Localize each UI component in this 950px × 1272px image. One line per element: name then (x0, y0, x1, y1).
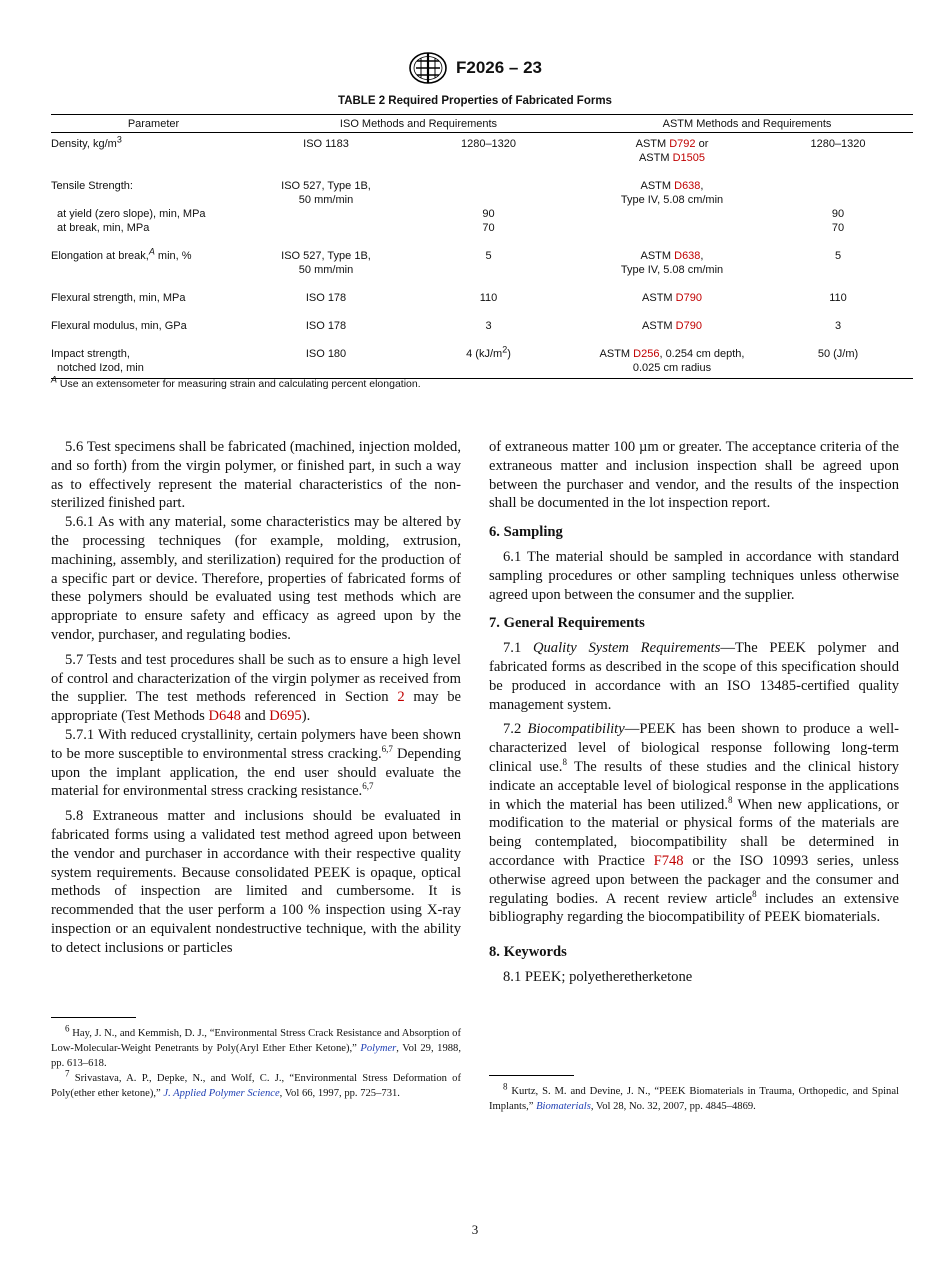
table-header-row (51, 115, 913, 133)
section-5-7: 5.7 Tests and test procedures shall be such as to ensure a high level of control and characterization of the virgin polymer as received from the supplier. The test methods referenced in Section 2 may be appropriate (Test Methods D648 and D695). (51, 651, 461, 725)
section-6-1: 6.1 The material should be sampled in accordance with standard sampling procedures or other sampling techniques unless otherwise agreed upon between the consumer and the supplier. (489, 548, 899, 603)
footnote-rule-right (489, 1075, 574, 1076)
section-5-8-continued: of extraneous matter 100 µm or greater. The acceptance criteria of the extraneous matter and inclusion inspection shall be agreed upon between the purchaser and vendor, and the results of the inspection shall be documented in the lot inspection report. (489, 439, 899, 512)
section-5-7-1: 5.7.1 With reduced crystallinity, certain polymers have been shown to be more susceptible to environmental stress cracking.$^{6,7}$ Depending upon the implant application, the end user should evaluate the material for environmental stress cracking resistance.$^{6,7}$ (51, 726, 461, 800)
section-8-1: 8.1 PEEK; polyetheretherketone (503, 968, 693, 985)
header-parameter: Parameter (51, 115, 256, 133)
table-row: Elongation at break,$^A$ min, % ISO 527, Type 1B, 50 mm/min 5 ASTM D638, Type IV, 5.08 cm/min 5 (51, 245, 842, 276)
link-d695[interactable]: D695 (269, 708, 302, 725)
section-5-8: 5.8 Extraneous matter and inclusions should be evaluated in fabricated forms using a validated test method agreed upon between the vendor and purchaser in accordance with their respective quality system requirements. Because consolidated PEEK is opaque, optical methods of inspection are limited and cumbersome. It is recommended that the user perform a 100 % inspection using X-ray inspection or an equivalent nondestructive technique, with the ability to detect inclusions or particles (51, 808, 461, 956)
section-5-6-1: 5.6.1 As with any material, some characteristics may be altered by the processing techniques (for example, molding, extrusion, machining, assembly, and sterilization) required for the production of a specific part or device. Therefore, properties of fabricated forms of these polymers should be evaluated using test methods which are appropriate to ensure safety and efficacy as agreed upon by the vendor, purchaser, and regulating bodies. (51, 514, 461, 643)
footnotes-right (489, 1081, 899, 1114)
heading-keywords: 8. Keywords (489, 944, 567, 961)
link-d638[interactable]: D638 (674, 179, 701, 192)
heading-sampling: 6. Sampling (489, 524, 563, 541)
table-row: at yield (zero slope), min, MPa 90 90 (57, 207, 845, 220)
section-7-2: 7.2 Biocompatibility—PEEK has been shown to produce a well-characterized level of biological response following long-term clinical use.$^8$ The results of these studies and the clinical history indicate an acceptable level of biological response in the applications in which the material has been utilized.$^8$ When new applications, or modification to the material or physical forms of the materials are being contemplated, biocompatibility shall be determined in accordance with Practice F748 or the ISO 10993 series, unless otherwise agreed upon between the packager and the consumer and regulating bodies. A recent review article$^8$ includes an extensive bibliography regarding the biocompatibility of PEEK biomaterials. (489, 721, 900, 926)
link-d256[interactable]: D256 (633, 347, 660, 360)
heading-general-requirements: 7. General Requirements (489, 615, 645, 632)
link-d792[interactable]: D792 (669, 137, 696, 150)
link-f748[interactable]: F748 (653, 852, 684, 869)
header-iso: ISO Methods and Requirements (256, 115, 581, 133)
table-row: Density, $kg/m^3$ ISO 1183 1280–1320 ASTM D792 or ASTM D1505 1280–1320 (51, 133, 866, 164)
document-code: F2026 – 23 (455, 58, 542, 77)
link-polymer[interactable]: Polymer (360, 1043, 397, 1054)
table-footnote: $^A$ Use an extensometer for measuring strain and calculating percent elongation. (51, 374, 421, 390)
document-header (0, 52, 950, 84)
right-column (489, 438, 899, 987)
link-d1505[interactable]: D1505 (672, 151, 706, 164)
link-d790[interactable]: D790 (675, 319, 702, 332)
footnote-rule-left (51, 1017, 136, 1018)
footnote-8: $^8$ Kurtz, S. M. and Devine, J. N., “PEEK Biomaterials in Trauma, Orthopedic, and Spinal Implants,” Biomaterials, Vol 28, No. 32, 2007, pp. 4845–4869. (489, 1081, 899, 1112)
link-d790[interactable]: D790 (675, 291, 702, 304)
link-section-2[interactable]: 2 (397, 689, 405, 706)
left-column (51, 438, 461, 958)
section-5-6: 5.6 Test specimens shall be fabricated (machined, injection molded, and so forth) from the virgin polymer, or finished part, in such a way as to effectively represent the material characteristics of the non-sterilized finished part. (51, 439, 461, 512)
link-biomaterials[interactable]: Biomaterials (536, 1101, 591, 1112)
properties-table (51, 114, 913, 379)
table-row: Flexural modulus, min, GPa ISO 178 3 ASTM D790 3 (51, 319, 842, 332)
table-row: Impact strength, notched Izod, min ISO 180 4 $(kJ/m^2)$ ASTM D256, 0.254 cm depth, 0.025 cm radius 50 (J/m) (51, 347, 913, 379)
table-row: Tensile Strength: ISO 527, Type 1B, 50 mm/min ASTM D638, Type IV, 5.08 cm/min (51, 179, 724, 206)
header-astm: ASTM Methods and Requirements (581, 115, 913, 133)
section-7-1: 7.1 Quality System Requirements—The PEEK polymer and fabricated forms as described in the scope of this specification should be produced in accordance with an ISO 13485-certified quality management system. (489, 640, 899, 713)
link-j-applied-polymer-science[interactable]: J. Applied Polymer Science (163, 1088, 280, 1099)
table-row: Flexural strength, min, MPa ISO 178 110 ASTM D790 110 (51, 291, 847, 304)
link-d648[interactable]: D648 (208, 708, 241, 725)
link-d638[interactable]: D638 (674, 249, 701, 262)
footnotes-left (51, 1023, 461, 1101)
footnote-7: $^7$ Srivastava, A. P., Depke, N., and Wolf, C. J., “Environmental Stress Deformation of Poly(ether ether ketone),” J. Applied Polymer Science, Vol 66, 1997, pp. 725–731. (51, 1068, 461, 1099)
footnote-6: $^6$ Hay, J. N., and Kemmish, D. J., “Environmental Stress Crack Resistance and Absorption of Low-Molecular-Weight Penetrants by Poly(Aryl Ether Ether Ketone),” Polymer, Vol 29, 1988, pp. 613–618. (51, 1023, 461, 1069)
table-caption: TABLE 2 Required Properties of Fabricated Forms (338, 95, 612, 107)
page-number: 3 (471, 1222, 479, 1237)
astm-logo-icon (408, 52, 448, 84)
table-row: at break, min, MPa 70 70 (57, 221, 845, 234)
